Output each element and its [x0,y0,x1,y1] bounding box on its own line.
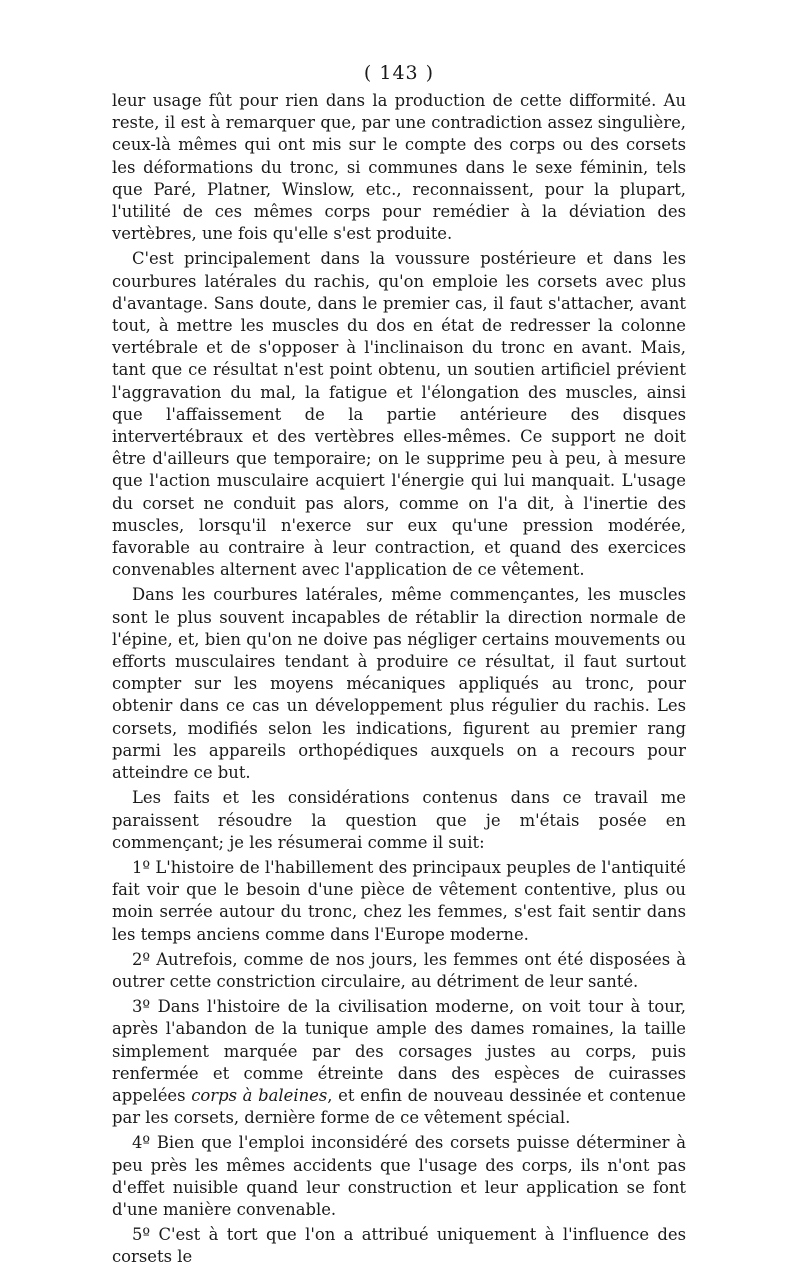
paragraph-continuation: leur usage fût pour rien dans la production de cette difformité. Au reste, il est à remarquer que, par une contradiction assez singulière, ceux-là mêmes qui ont mis sur le compte des corps ou des corsets les déformations du tronc, si communes dans le sexe féminin, tels que Paré, Platner, Winslow, etc., reconnaissent, pour la plupart, l'utilité de ces mêmes corps pour remédier à la déviation des vertèbres, une fois qu'elle s'est produite. [112,91,686,244]
summary-point-2: 2º Autrefois, comme de nos jours, les femmes ont été disposées à outrer cette constriction circulaire, au détriment de leur santé. [112,949,686,991]
paragraph-lateral-curvatures: Dans les courbures latérales, même commençantes, les muscles sont le plus souvent incapables de rétablir la direction normale de l'épine, et, bien qu'on ne doive pas négliger certains mouvements ou efforts musculaires tendant à produire ce résultat, il faut surtout compter sur les moyens mécaniques appliqués au tronc, pour obtenir dans ce cas un développement plus régulier du rachis. Les corsets, modifiés selon les indications, figurent au premier rang parmi les appareils orthopédiques auxquels on a recours pour atteindre ce but. [112,585,686,783]
summary-point-5: 5º C'est à tort que l'on a attribué uniquement à l'influence des corsets le [112,1225,686,1267]
paragraph-corsets-advantage: C'est principalement dans la voussure postérieure et dans les courbures latérales du rachis, qu'on emploie les corsets avec plus d'avantage. Sans doute, dans le premier cas, il faut s'attacher, avant tout, à mettre les muscles du dos en état de redresser la colonne vertébrale et de s'opposer à l'inclinaison du tronc en avant. Mais, tant que ce résultat n'est point obtenu, un soutien artificiel prévient l'aggravation du mal, la fatigue et l'élongation des muscles, ainsi que l'affaissement de la partie antérieure des disques intervertébraux et des vertèbres elles-mêmes. Ce support ne doit être d'ailleurs que temporaire; on le supprime peu à peu, à mesure que l'action musculaire acquiert l'énergie qui lui manquait. L'usage du corset ne conduit pas alors, comme on l'a dit, à l'inertie des muscles, lorsqu'il n'exerce sur eux qu'une pression modérée, favorable au contraire à leur contraction, et quand des exercices convenables alternent avec l'application de ce vêtement. [112,249,686,580]
summary-point-4: 4º Bien que l'emploi inconsidéré des corsets puisse déterminer à peu près les mêmes accidents que l'usage des corps, ils n'ont pas d'effet nuisible quand leur construction et leur application se font d'une manière convenable. [112,1133,686,1219]
summary-point-3-text-a: 3º Dans l'histoire de la civilisation moderne, on voit tour à tour, après l'abandon de la tunique ample des dames romaines, la taille simplement marquée par des corsages justes au corps, puis renfermée et comme étreinte dans des espèces de cuirasses appelées [112,997,686,1105]
summary-point-3-text-b: , et enfin de nouveau dessinée et contenue par les corsets, dernière forme de ce vêtement spécial. [112,1085,686,1128]
summary-point-3-italic: corps à baleines [191,1085,328,1105]
summary-point-3 [112,996,686,1129]
book-page [112,58,686,1269]
summary-point-1: 1º L'histoire de l'habillement des principaux peuples de l'antiquité fait voir que le besoin d'une pièce de vêtement contentive, plus ou moin serrée autour du tronc, chez les femmes, s'est fait sentir dans les temps anciens comme dans l'Europe moderne. [112,857,686,944]
paragraph-summary-intro: Les faits et les considérations contenus dans ce travail me paraissent résoudre la question que je m'étais posée en commençant; je les résumerai comme il suit: [112,788,686,852]
page-number: ( 143 ) [363,62,435,84]
